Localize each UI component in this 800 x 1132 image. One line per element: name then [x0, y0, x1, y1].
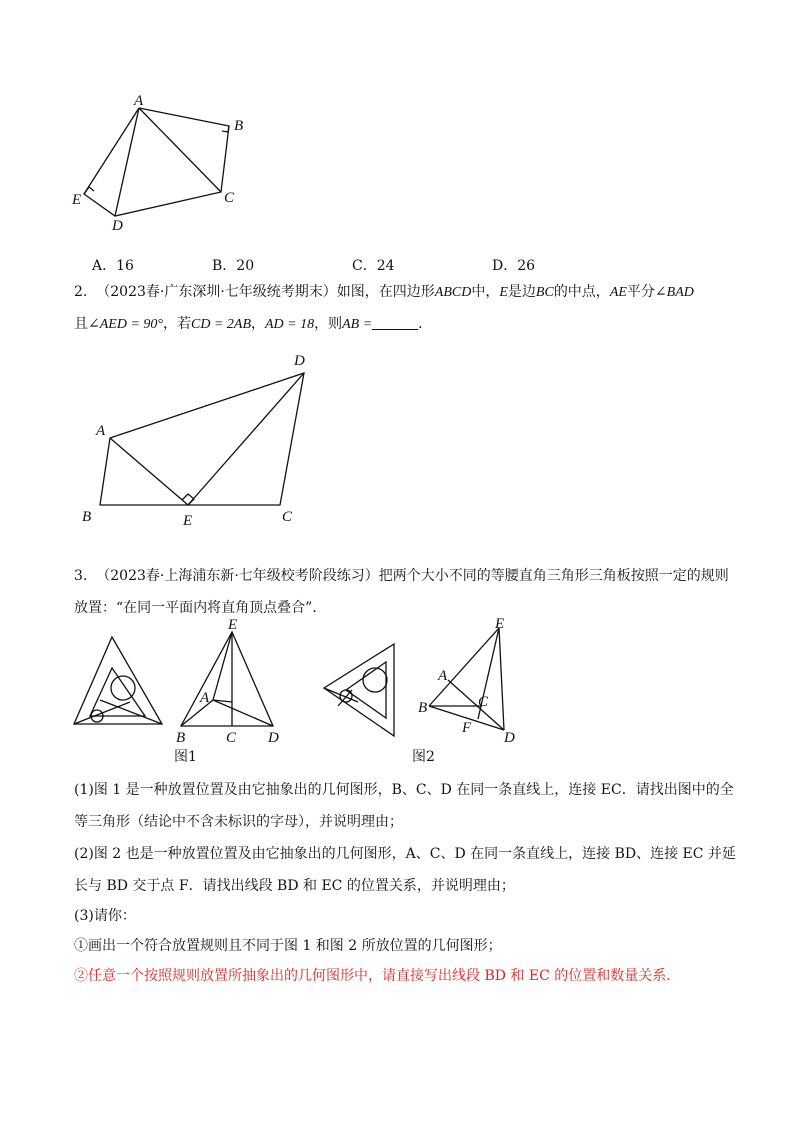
q2-quadrilateral [100, 373, 304, 505]
fig2-big-board-hole [363, 668, 387, 692]
q1-label-e: E [72, 192, 82, 208]
q1-label-c: C [224, 190, 235, 206]
fig2-label-b: B [418, 700, 428, 716]
q2-label-c: C [282, 509, 293, 525]
q3-part2-line2: 长与 BD 交于点 F．请找出线段 BD 和 EC 的位置关系，并说明理由； [74, 878, 515, 894]
q3-part1-line1: (1)图 1 是一种放置位置及由它抽象出的几何图形，B、C、D 在同一条直线上，连接 EC．请找出图中的全 [74, 782, 734, 798]
q3-part2-line1: (2)图 2 也是一种放置位置及由它抽象出的几何图形，A、C、D 在同一条直线上，连接 BD、连接 EC 并延 [74, 846, 736, 862]
big-board-hole [111, 676, 135, 700]
fig2-label-e: E [495, 618, 505, 632]
fig1-triangle-ebd [181, 632, 273, 726]
answer-blank[interactable] [372, 315, 418, 330]
fig2-label-a: A [438, 668, 448, 684]
figure-q3-fig2-boards [320, 640, 420, 740]
fig2-label-f: F [462, 720, 472, 736]
fig1-caption: 图1 [174, 749, 197, 765]
small-board-edge-2 [100, 700, 162, 724]
figure-q3-fig2-geometry [412, 618, 522, 748]
fig1-segment-ea [213, 632, 232, 700]
q2-label-b: B [82, 509, 92, 525]
q1-right-angle-b [222, 126, 229, 132]
figure-q2 [70, 345, 330, 530]
choice-a: A．16 [92, 258, 134, 274]
fig2-segment-ad [448, 680, 504, 730]
fig2-big-board-outer [324, 644, 394, 736]
big-board-inner [90, 668, 145, 716]
q1-outline [84, 108, 229, 216]
choice-d: D．26 [492, 258, 536, 274]
q3-line-1: 3. （2023春·上海浦东新·七年级校考阶段练习）把两个大小不同的等腰直角三角形三角板按照一定的规则 [74, 568, 729, 584]
q1-diagonal-ad [115, 108, 139, 216]
fig1-label-e: E [228, 618, 238, 633]
q1-label-b: B [234, 118, 244, 134]
fig1-label-b: B [176, 730, 186, 746]
fig1-label-c: C [226, 730, 237, 746]
q2-line-1: 2. （2023春·广东深圳·七年级统考期末）如图，在四边形ABCD中，E是边BC的中点，AE平分∠BAD [74, 284, 694, 300]
q3-line-2: 放置：“在同一平面内将直角顶点叠合”． [74, 600, 327, 616]
q3-part3-item2-highlight: ②任意一个按照规则放置所抽象出的几何图形中，请直接写出线段 BD 和 EC 的位置和数量关系． [74, 968, 681, 984]
q2-label-a: A [96, 423, 106, 439]
big-board-outer [74, 637, 162, 724]
q3-part3-heading: (3)请你： [74, 908, 136, 924]
q3-part1-line2: 等三角形（结论中不含未标识的字母），并说明理由； [74, 814, 403, 830]
figure-q3-fig1-geometry [172, 618, 282, 748]
fig2-caption: 图2 [412, 749, 435, 765]
choice-b: B．20 [212, 258, 255, 274]
q3-part3-item1: ①画出一个符合放置规则且不同于图 1 和图 2 所放位置的几何图形； [74, 938, 502, 954]
q2-label-e: E [183, 513, 193, 529]
q1-label-d: D [112, 218, 123, 230]
fig2-segment-ed [499, 628, 504, 730]
q1-label-a: A [134, 93, 144, 109]
fig1-label-a: A [200, 690, 210, 706]
fig1-label-d: D [268, 730, 279, 746]
q2-line-2: 且∠AED = 90°，若CD = 2AB，AD = 18，则AB = ． [74, 316, 433, 332]
q2-label-d: D [294, 353, 305, 369]
q1-diagonal-ac [139, 108, 221, 192]
figure-q1 [60, 90, 260, 230]
q1-choices [0, 255, 800, 277]
q2-segment-ae [110, 438, 188, 505]
figure-q3-fig1-boards [70, 632, 170, 732]
fig2-label-c: C [478, 694, 489, 710]
fig2-label-d: D [504, 730, 515, 746]
choice-c: C．24 [352, 258, 395, 274]
